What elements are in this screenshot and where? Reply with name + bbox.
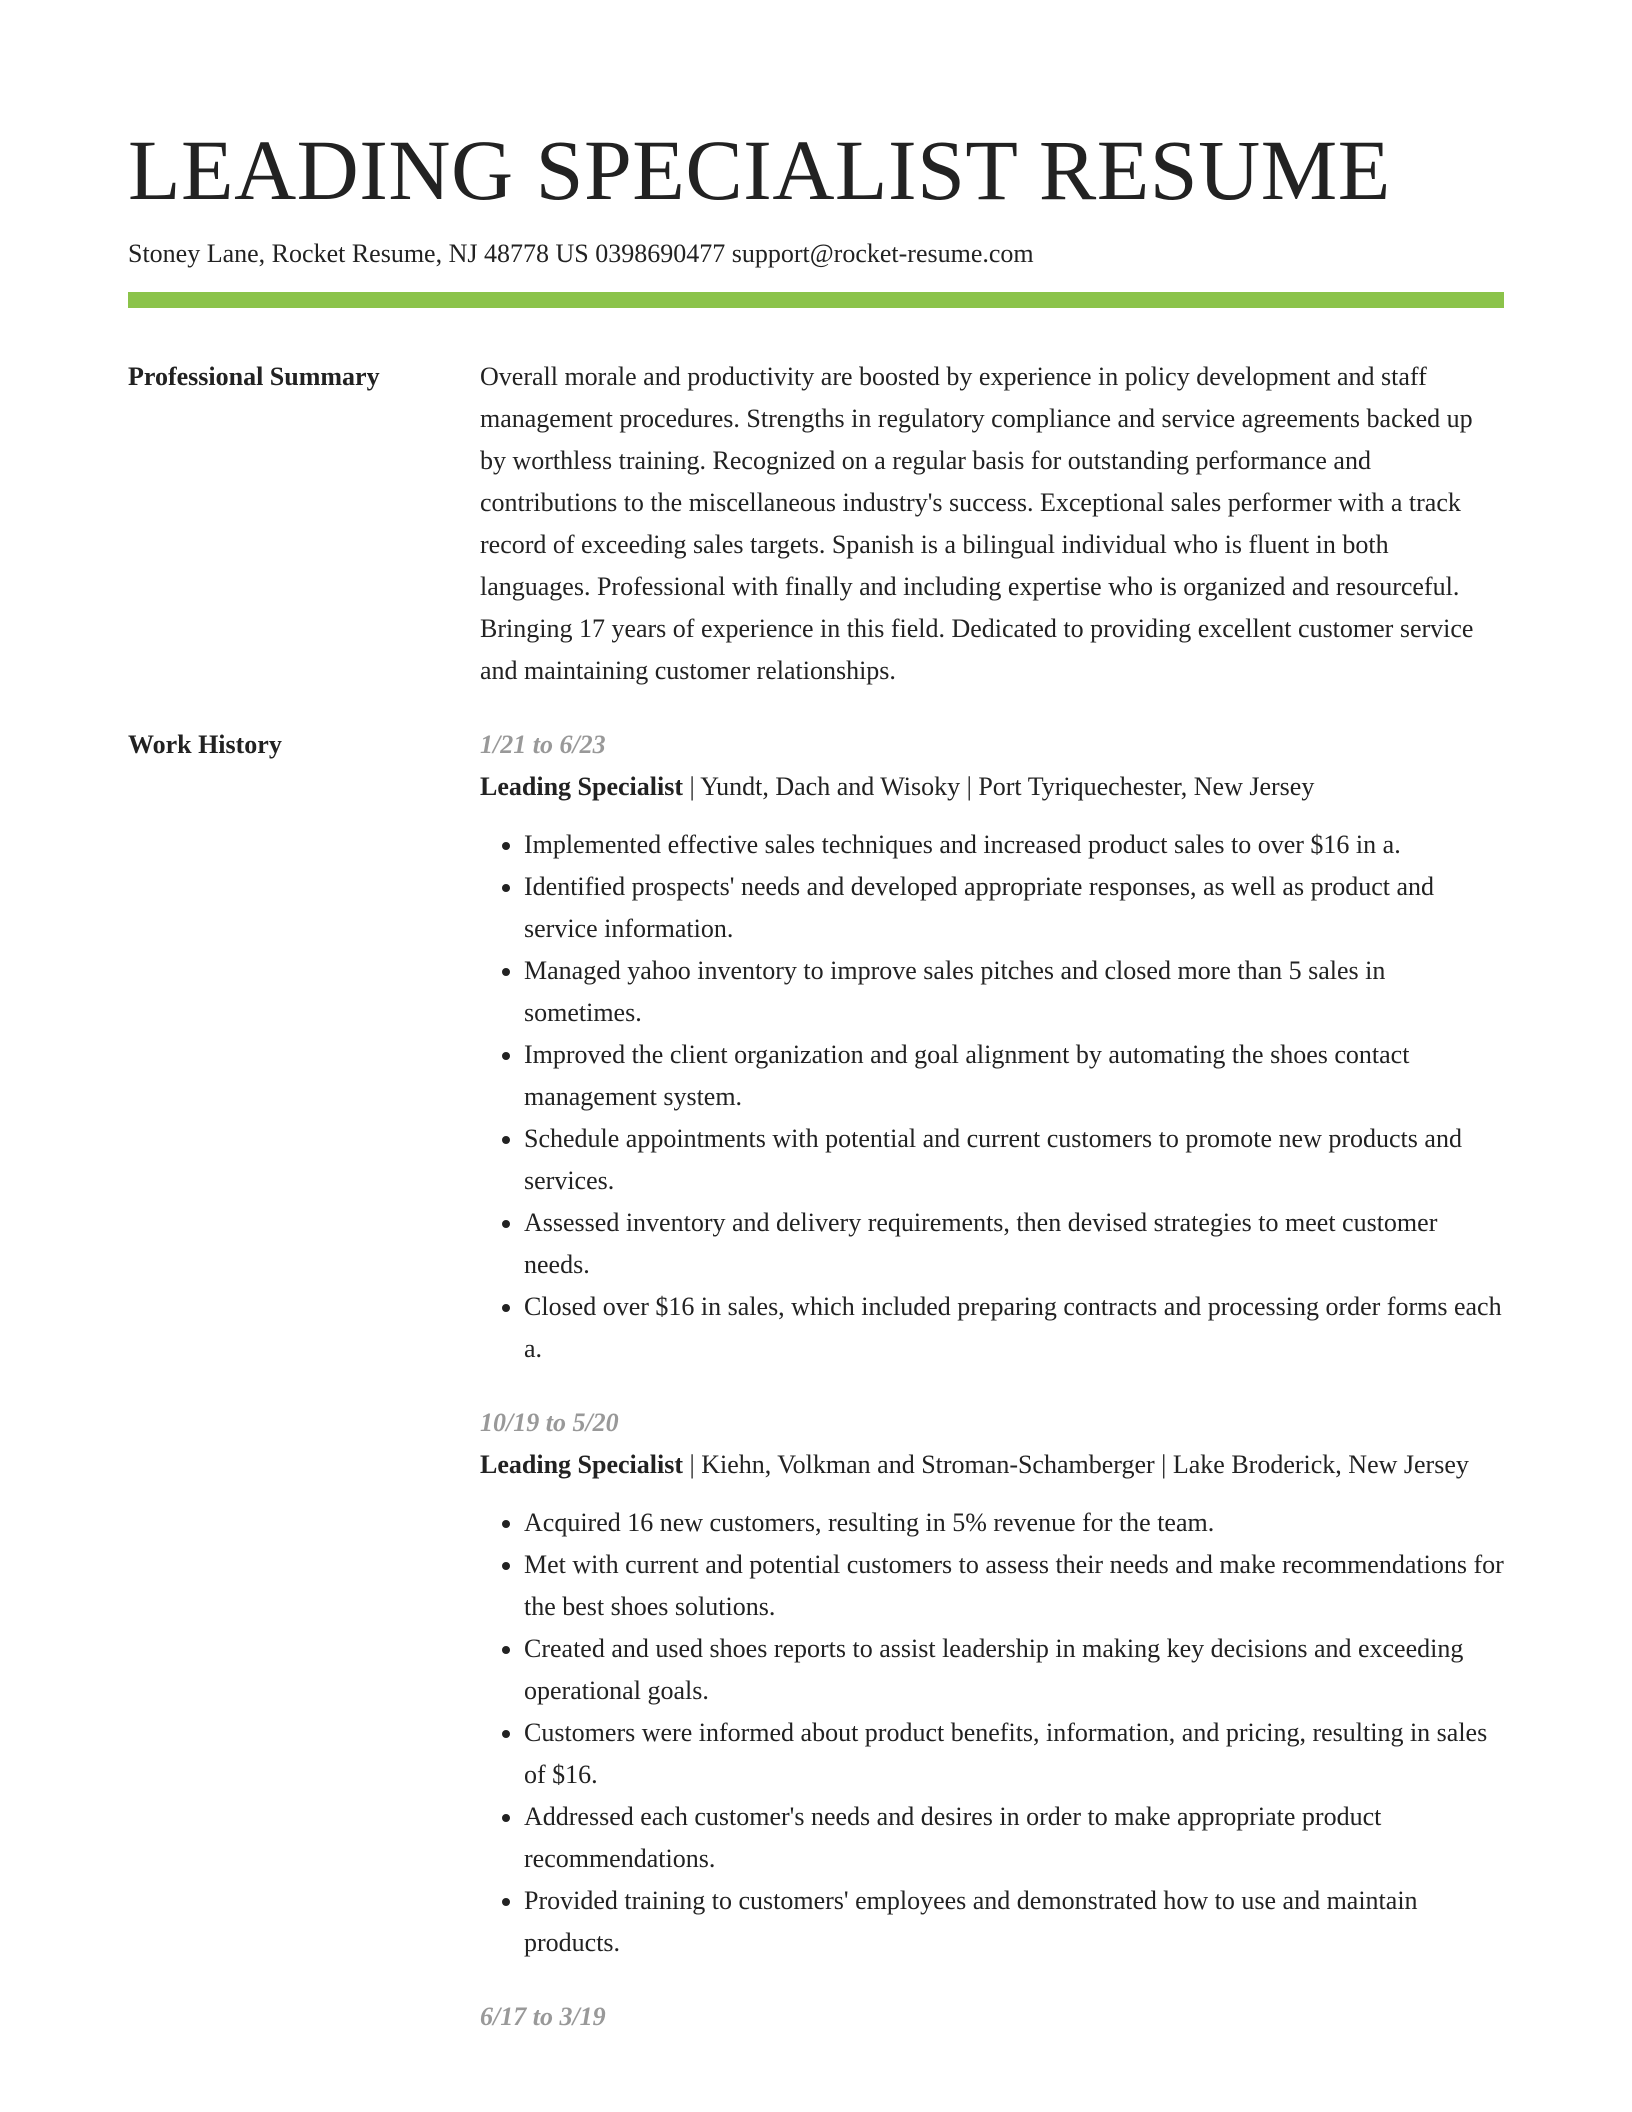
job-bullet: • Created and used shoes reports to assist leadership in making key decisions and exceeding operational goals. — [524, 1628, 1504, 1712]
job-entry — [480, 1996, 1504, 2038]
job-bullet: • Identified prospects' needs and developed appropriate responses, as well as product and service information. — [524, 866, 1504, 950]
section-label-professional-summary: Professional Summary — [128, 362, 380, 391]
contact-line: Stoney Lane, Rocket Resume, NJ 48778 US 0398690477 support@rocket-resume.com — [128, 239, 1034, 268]
job-role: Leading Specialist — [480, 772, 683, 801]
resume-page — [128, 118, 1504, 2070]
job-bullet: • Met with current and potential customers to assess their needs and make recommendations for the best shoes solutions. — [524, 1544, 1504, 1628]
job-bullet: • Managed yahoo inventory to improve sales pitches and closed more than 5 sales in sometimes. — [524, 950, 1504, 1034]
job-bullet: • Improved the client organization and goal alignment by automating the shoes contact management system. — [524, 1034, 1504, 1118]
section-label-work-history: Work History — [128, 730, 282, 759]
job-entry — [480, 1402, 1504, 1964]
job-bullets — [480, 824, 1504, 1370]
job-entry — [480, 724, 1504, 1370]
resume-title: LEADING SPECIALIST RESUME — [128, 122, 1391, 218]
professional-summary-body — [480, 356, 1504, 692]
job-bullet: • Closed over $16 in sales, which included preparing contracts and processing order forms each a. — [524, 1286, 1504, 1370]
job-bullet: • Customers were informed about product benefits, information, and pricing, resulting in sales of $16. — [524, 1712, 1504, 1796]
job-heading — [480, 766, 1504, 808]
job-bullet: • Addressed each customer's needs and desires in order to make appropriate product recommendations. — [524, 1796, 1504, 1880]
job-bullet: • Provided training to customers' employees and demonstrated how to use and maintain products. — [524, 1880, 1504, 1964]
job-employer-location: | Yundt, Dach and Wisoky | Port Tyriquechester, New Jersey — [682, 772, 1315, 801]
job-dates: 1/21 to 6/23 — [480, 730, 606, 759]
job-bullet: • Assessed inventory and delivery requirements, then devised strategies to meet customer needs. — [524, 1202, 1504, 1286]
job-dates: 6/17 to 3/19 — [480, 2002, 606, 2031]
job-employer-location: | Kiehn, Volkman and Stroman-Schamberger | Lake Broderick, New Jersey — [682, 1450, 1469, 1479]
summary-text: Overall morale and productivity are boosted by experience in policy development and staff management procedures. Strengths in regulatory compliance and service agreements backed up by worthless training. Recognized on a regular basis for outstanding performance and contributions to the miscellaneous industry's success. Exceptional sales performer with a track record of exceeding sales targets. Spanish is a bilingual individual who is fluent in both languages. Professional with finally and including expertise who is organized and resourceful. Bringing 17 years of experience in this field. Dedicated to providing excellent customer service and maintaining customer relationships. — [480, 362, 1474, 685]
job-bullet: • Implemented effective sales techniques and increased product sales to over $16 in a. — [524, 824, 1504, 866]
job-heading — [480, 1444, 1504, 1486]
job-bullets — [480, 1502, 1504, 1964]
professional-summary-section — [128, 356, 1504, 692]
job-role: Leading Specialist — [480, 1450, 683, 1479]
job-bullet: • Schedule appointments with potential and current customers to promote new products and services. — [524, 1118, 1504, 1202]
work-history-body — [480, 724, 1504, 2070]
job-bullet: • Acquired 16 new customers, resulting in 5% revenue for the team. — [524, 1502, 1504, 1544]
job-dates: 10/19 to 5/20 — [480, 1408, 619, 1437]
accent-divider — [128, 292, 1504, 308]
work-history-section — [128, 724, 1504, 2070]
